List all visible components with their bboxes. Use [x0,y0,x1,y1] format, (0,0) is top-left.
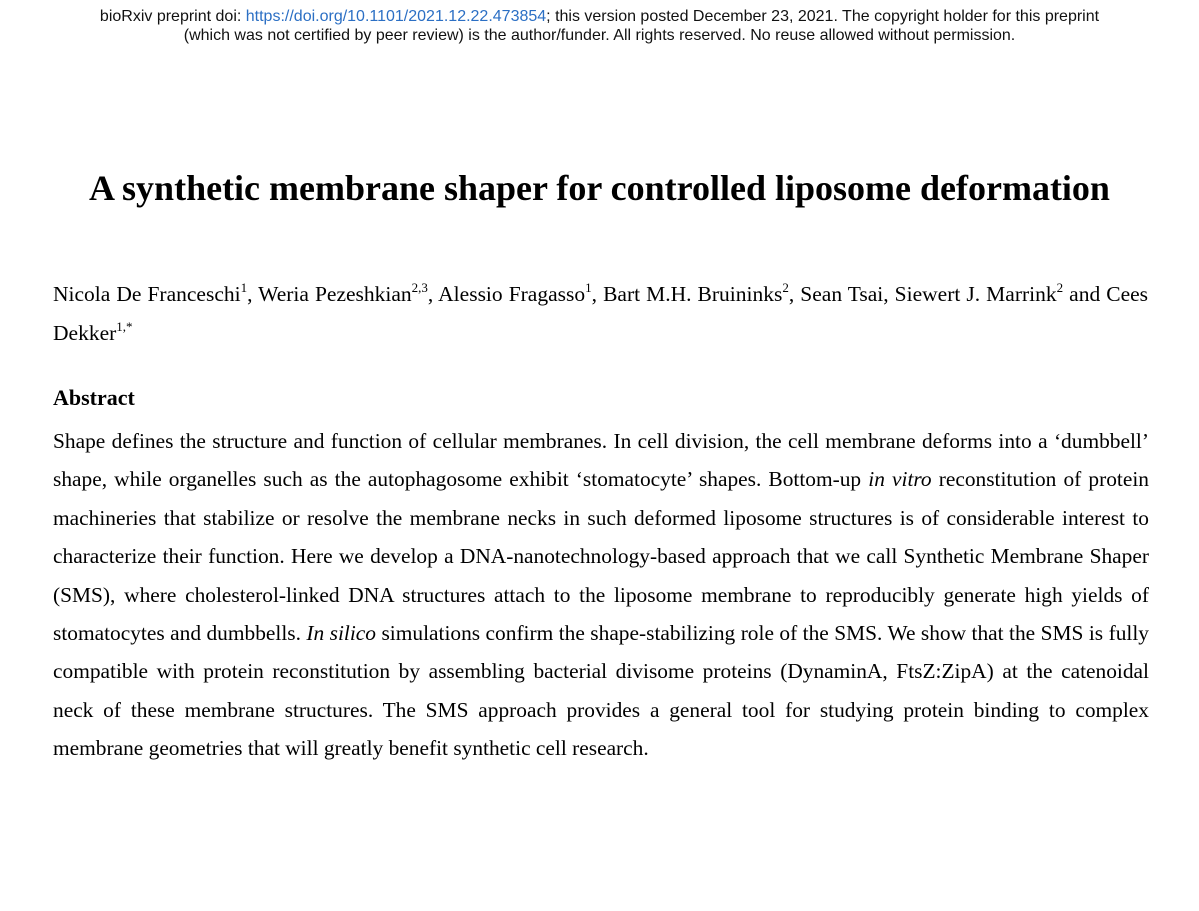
italic-term: In silico [306,621,377,646]
header-prefix: bioRxiv preprint doi: [99,8,246,25]
preprint-header [0,7,1199,45]
author-affiliation: 1,* [116,319,133,334]
italic-term: in vitro [868,467,932,492]
author-affiliation: 2 [1056,280,1064,295]
header-suffix: ; this version posted December 23, 2021. The copyright holder for this preprint [546,8,1100,25]
abstract-heading: Abstract [53,385,135,410]
abstract-body: Shape defines the structure and function of cellular membranes. In cell division, the cell membrane deforms into a ‘dumbbell’ shape, while organelles such as the autophagosome exhibit ‘stomatocyte’ shapes. Bottom-up in vitro reconstitution of protein machineries that stabilize or resolve the membrane necks in such deformed liposome structures is of considerable interest to characterize their function. Here we develop a DNA-nanotechnology-based approach that we call Synthetic Membrane Shaper (SMS), where cholesterol-linked DNA structures attach to the liposome membrane to reproducibly generate high yields of stomatocytes and dumbbells. In silico simulations confirm the shape-stabilizing role of the SMS. We show that the SMS is fully compatible with protein reconstitution by assembling bacterial divisome proteins (DynaminA, FtsZ:ZipA) at the catenoidal neck of these membrane structures. The SMS approach provides a general tool for studying protein binding to complex membrane geometries that will greatly benefit synthetic cell research. [53,429,1149,761]
author-6: Siewert J. Marrink$^2$ and [894,280,1107,306]
author-name: Alessio Fragasso [438,282,586,306]
doi-link[interactable]: https://doi.org/10.1101/2021.12.22.473854 [245,8,547,25]
author-affiliation: 1 [585,280,592,295]
author-3: Alessio Fragasso$^1$, [438,280,604,306]
author-4: Bart M.H. Bruininks$^2$, [603,280,801,306]
author-1: Nicola De Franceschi$^1$, [53,280,259,306]
author-name: Cees Dekker [53,282,1149,345]
author-name: Siewert J. Marrink [894,282,1057,306]
author-name: Bart M.H. Bruininks [603,282,783,306]
author-affiliation: 2 [782,280,789,295]
author-5: Sean Tsai, [800,282,895,306]
header-line-1 [0,7,1199,26]
author-name: Nicola De Franceschi [53,282,241,306]
author-2: Weria Pezeshkian$^{2,3}$, [258,280,439,306]
author-affiliation: 1 [240,280,248,295]
author-name: Weria Pezeshkian [258,282,412,306]
paper-title: A synthetic membrane shaper for controlled liposome deformation [89,168,1110,208]
header-line-2: (which was not certified by peer review) is the author/funder. All rights reserved. No reuse allowed without permission. [183,27,1016,44]
author-affiliation: 2,3 [411,280,428,295]
author-list [53,275,1148,353]
author-name: Sean Tsai [800,282,884,306]
